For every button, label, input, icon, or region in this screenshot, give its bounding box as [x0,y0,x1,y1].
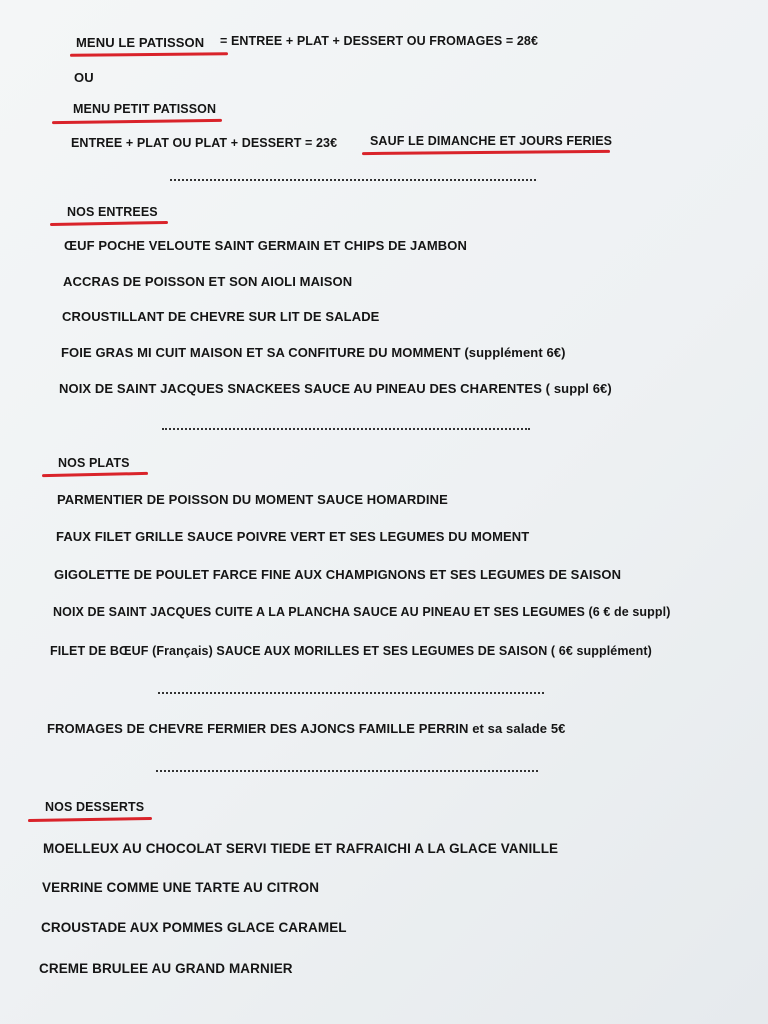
entree-item: FOIE GRAS MI CUIT MAISON ET SA CONFITURE DU MOMMENT (supplément 6€) [61,345,566,360]
entree-item: ŒUF POCHE VELOUTE SAINT GERMAIN ET CHIPS DE JAMBON [64,238,467,253]
entree-item: NOIX DE SAINT JACQUES SNACKEES SAUCE AU PINEAU DES CHARENTES ( suppl 6€) [59,381,612,396]
desserts-heading: NOS DESSERTS [45,800,145,814]
menu-le-patisson-title: MENU LE PATISSON [76,35,205,50]
separator-1 [170,179,536,181]
entree-item: CROUSTILLANT DE CHEVRE SUR LIT DE SALADE [62,309,380,324]
dessert-item: CROUSTADE AUX POMMES GLACE CARAMEL [41,920,347,935]
dessert-item: CREME BRULEE AU GRAND MARNIER [39,961,293,976]
plat-item: GIGOLETTE DE POULET FARCE FINE AUX CHAMPIGNONS ET SES LEGUMES DE SAISON [54,567,622,582]
separator-2 [162,428,530,430]
desserts-heading-underline [28,817,152,822]
menu-petit-patisson-note: SAUF LE DIMANCHE ET JOURS FERIES [370,134,613,148]
plats-heading: NOS PLATS [58,456,130,470]
plat-item: FAUX FILET GRILLE SAUCE POIVRE VERT ET SES LEGUMES DU MOMENT [56,529,530,544]
plats-heading-underline [42,472,148,477]
entrees-heading-underline [50,221,168,226]
menu-le-patisson-underline [70,52,228,57]
entrees-heading: NOS ENTREES [67,205,158,219]
menu-petit-patisson-formula: ENTREE + PLAT OU PLAT + DESSERT = 23€ [71,136,338,150]
separator-4 [156,770,538,772]
sunday-note-underline [362,150,610,155]
dessert-item: MOELLEUX AU CHOCOLAT SERVI TIEDE ET RAFRAICHI A LA GLACE VANILLE [43,841,559,856]
ou-label: OU [74,70,94,85]
menu-petit-patisson-title: MENU PETIT PATISSON [73,102,217,116]
entree-item: ACCRAS DE POISSON ET SON AIOLI MAISON [63,274,353,289]
menu-petit-patisson-underline [52,119,222,124]
plat-item: NOIX DE SAINT JACQUES CUITE A LA PLANCHA SAUCE AU PINEAU ET SES LEGUMES (6 € de suppl) [53,605,671,619]
fromages-line: FROMAGES DE CHEVRE FERMIER DES AJONCS FAMILLE PERRIN et sa salade 5€ [47,721,566,736]
plat-item: PARMENTIER DE POISSON DU MOMENT SAUCE HOMARDINE [57,492,448,507]
menu-le-patisson-formula: = ENTREE + PLAT + DESSERT OU FROMAGES = 28€ [220,34,539,48]
separator-3 [158,692,544,694]
plat-item: FILET DE BŒUF (Français) SAUCE AUX MORILLES ET SES LEGUMES DE SAISON ( 6€ supplément) [50,644,652,658]
dessert-item: VERRINE COMME UNE TARTE AU CITRON [42,880,320,895]
